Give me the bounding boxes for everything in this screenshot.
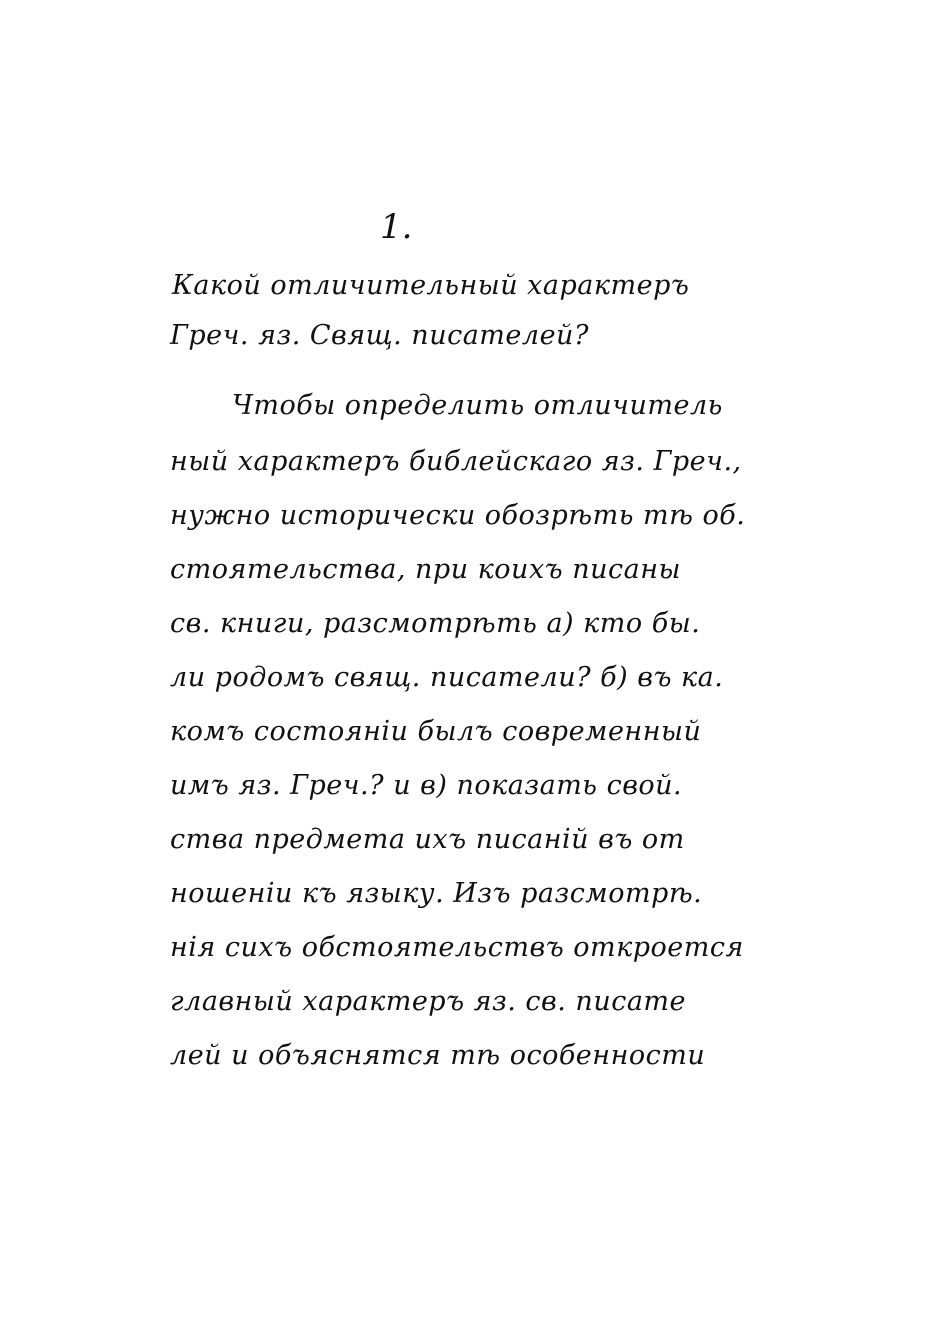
body-line-11: нія сихъ обстоятельствъ откроется xyxy=(170,932,744,963)
body-line-8: имъ яз. Греч.? и в) показать свой. xyxy=(170,770,683,801)
body-line-7: комъ состояніи былъ современный xyxy=(170,716,702,747)
heading-line-1: Какой отличительный характеръ xyxy=(172,270,690,301)
body-line-2: ный характеръ библейскаго яз. Греч., xyxy=(170,446,742,477)
body-line-9: ства предмета ихъ писаній въ от xyxy=(170,824,685,855)
page-number: 1. xyxy=(380,207,413,247)
body-line-6: ли родомъ свящ. писатели? б) въ ка. xyxy=(170,662,724,693)
body-line-10: ношеніи къ языку. Изъ разсмотрѣ. xyxy=(170,878,703,909)
body-line-13: лей и объяснятся тѣ особенности xyxy=(170,1040,706,1071)
body-line-12: главный характеръ яз. св. писате xyxy=(170,986,687,1017)
body-line-1: Чтобы определить отличитель xyxy=(232,390,723,421)
body-line-3: нужно исторически обозрѣть тѣ об. xyxy=(170,500,746,531)
heading-line-2: Греч. яз. Свящ. писателей? xyxy=(170,320,589,351)
body-line-4: стоятельства, при коихъ писаны xyxy=(170,554,682,585)
body-line-5: св. книги, разсмотрѣть а) кто бы. xyxy=(170,608,701,639)
